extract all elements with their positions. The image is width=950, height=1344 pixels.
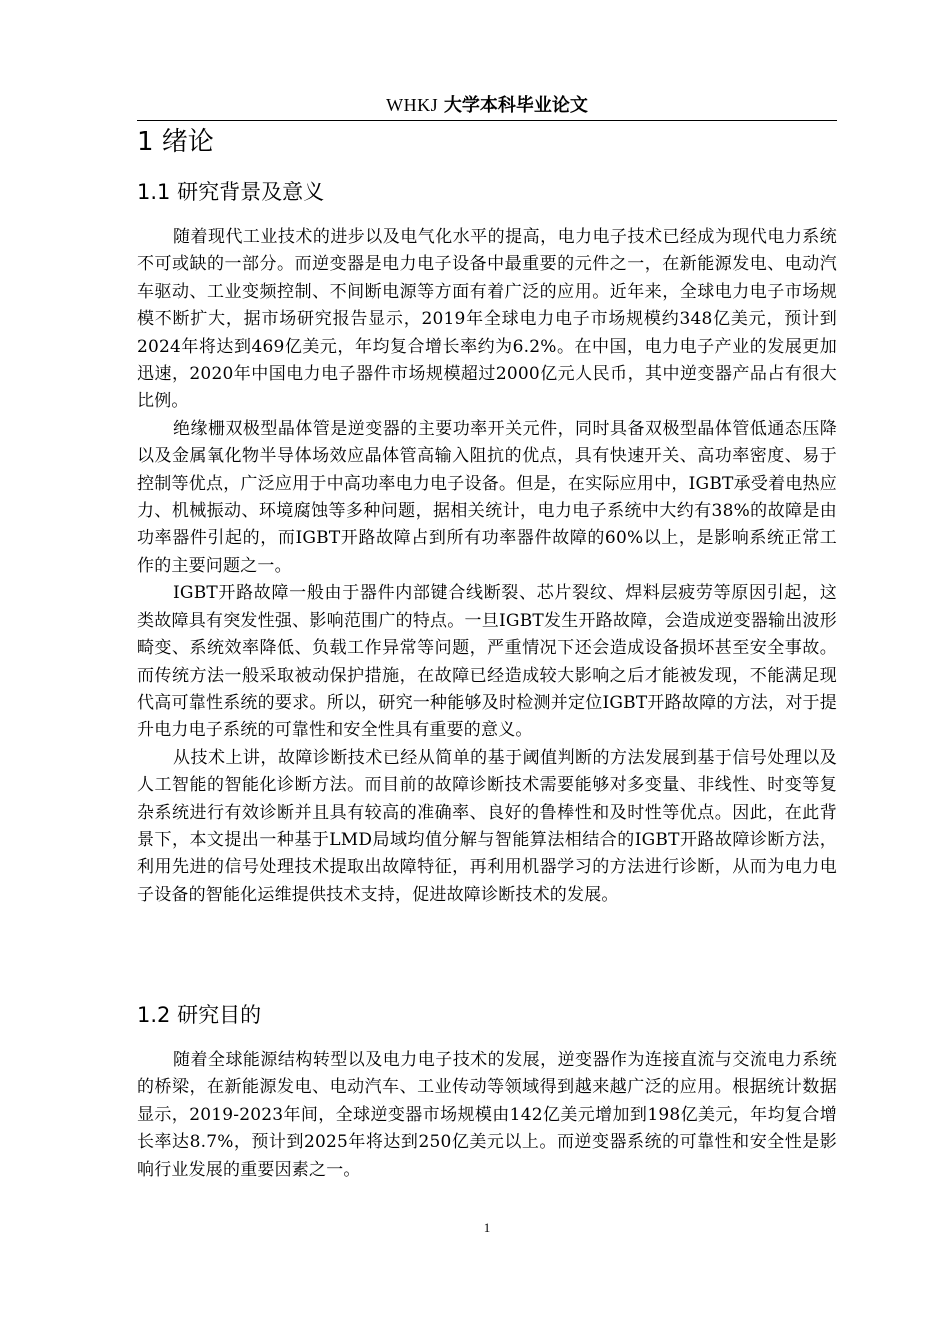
paragraph: 从技术上讲，故障诊断技术已经从简单的基于阈值判断的方法发展到基于信号处理以及人工智能的智能化诊断方法。而目前的故障诊断技术需要能够对多变量、非线性、时变等复杂系统进行有效诊断并且具有较高的准确率、良好的鲁棒性和及时性等优点。因此，在此背景下，本文提出一种基于LMD局域均值分解与智能算法相结合的IGBT开路故障诊断方法，利用先进的信号处理技术提取出故障特征，再利用机器学习的方法进行诊断，从而为电力电子设备的智能化运维提供技术支持，促进故障诊断技术的发展。: [137, 747, 837, 905]
paragraph: IGBT开路故障一般由于器件内部键合线断裂、芯片裂纹、焊料层疲劳等原因引起，这类故障具有突发性强、影响范围广的特点。一旦IGBT发生开路故障，会造成逆变器输出波形畸变、系统效率降低、负载工作异常等问题，严重情况下还会造成设备损坏甚至安全事故。而传统方法一般采取被动保护措施，在故障已经造成较大影响之后才能被发现，不能满足现代高可靠性系统的要求。所以，研究一种能够及时检测并定位IGBT开路故障的方法，对于提升电力电子系统的可靠性和安全性具有重要的意义。: [137, 583, 837, 741]
document-page: [137, 0, 837, 1344]
chapter-title: 1 绪论: [137, 127, 214, 157]
paragraph: 随着现代工业技术的进步以及电气化水平的提高，电力电子技术已经成为现代电力系统不可或缺的一部分。而逆变器是电力电子设备中最重要的元件之一，在新能源发电、电动汽车驱动、工业变频控制、不间断电源等方面有着广泛的应用。近年来，全球电力电子市场规模不断扩大，据市场研究报告显示，2019年全球电力电子市场规模约348亿美元，预计到2024年将达到469亿美元，年均复合增长率约为6.2%。在中国，电力电子产业的发展更加迅速，2020年中国电力电子器件市场规模超过2000亿元人民币，其中逆变器产品占有很大比例。: [137, 227, 837, 412]
paragraph: 随着全球能源结构转型以及电力电子技术的发展，逆变器作为连接直流与交流电力系统的桥梁，在新能源发电、电动汽车、工业传动等领域得到越来越广泛的应用。根据统计数据显示，2019-2023年间，全球逆变器市场规模由142亿美元增加到198亿美元，年均复合增长率达8.7%，预计到2025年将达到250亿美元以上。而逆变器系统的可靠性和安全性是影响行业发展的重要因素之一。: [137, 1050, 837, 1180]
paragraph: 绝缘栅双极型晶体管是逆变器的主要功率开关元件，同时具备双极型晶体管低通态压降以及金属氧化物半导体场效应晶体管高输入阻抗的优点，具有快速开关、高功率密度、易于控制等优点，广泛应用于中高功率电力电子设备。但是，在实际应用中，IGBT承受着电热应力、机械振动、环境腐蚀等多种问题，据相关统计，电力电子系统中大约有38%的故障是由功率器件引起的，而IGBT开路故障占到所有功率器件故障的60%以上，是影响系统正常工作的主要问题之一。: [137, 418, 837, 576]
running-header: [137, 92, 837, 119]
header-rule: [137, 120, 837, 121]
section-body-background: [137, 224, 837, 909]
header-institution-code: WHKJ: [386, 95, 439, 115]
header-thesis-label: 大学本科毕业论文: [443, 95, 588, 116]
section-body-purpose: [137, 1047, 837, 1184]
section-title-purpose: 1.2 研究目的: [137, 1003, 262, 1027]
page-number: 1: [483, 1220, 491, 1235]
section-title-background: 1.1 研究背景及意义: [137, 180, 325, 204]
